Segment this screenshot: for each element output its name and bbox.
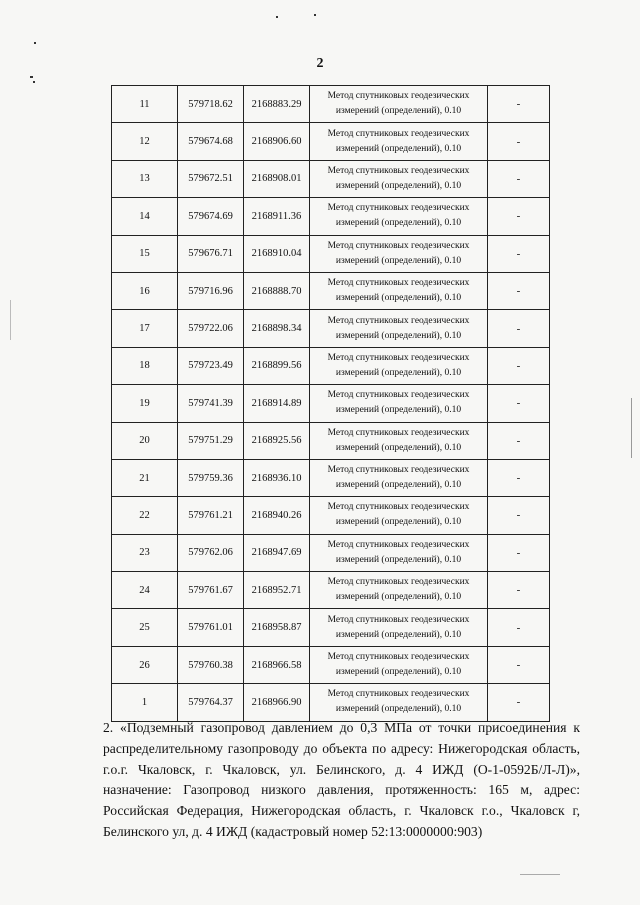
table-row — [112, 534, 550, 571]
x-coordinate-cell: 579759.36 — [178, 459, 244, 496]
note-cell: - — [488, 534, 550, 571]
note-cell: - — [488, 609, 550, 646]
method-cell: Метод спутниковых геодезических измерений (определений), 0.10 — [310, 272, 488, 309]
y-coordinate-cell: 2168966.58 — [244, 646, 310, 683]
note-cell: - — [488, 310, 550, 347]
x-coordinate-cell: 579672.51 — [178, 160, 244, 197]
y-coordinate-cell: 2168883.29 — [244, 86, 310, 123]
y-coordinate-cell: 2168888.70 — [244, 272, 310, 309]
method-cell: Метод спутниковых геодезических измерений (определений), 0.10 — [310, 646, 488, 683]
method-cell: Метод спутниковых геодезических измерений (определений), 0.10 — [310, 123, 488, 160]
y-coordinate-cell: 2168947.69 — [244, 534, 310, 571]
method-cell: Метод спутниковых геодезических измерений (определений), 0.10 — [310, 609, 488, 646]
method-cell: Метод спутниковых геодезических измерений (определений), 0.10 — [310, 497, 488, 534]
y-coordinate-cell: 2168966.90 — [244, 684, 310, 721]
point-number-cell: 26 — [112, 646, 178, 683]
table-row — [112, 235, 550, 272]
table-row — [112, 347, 550, 384]
point-number-cell: 25 — [112, 609, 178, 646]
y-coordinate-cell: 2168910.04 — [244, 235, 310, 272]
x-coordinate-cell: 579676.71 — [178, 235, 244, 272]
method-cell: Метод спутниковых геодезических измерений (определений), 0.10 — [310, 86, 488, 123]
y-coordinate-cell: 2168936.10 — [244, 459, 310, 496]
coordinates-table — [111, 85, 550, 722]
method-cell: Метод спутниковых геодезических измерений (определений), 0.10 — [310, 198, 488, 235]
method-cell: Метод спутниковых геодезических измерений (определений), 0.10 — [310, 385, 488, 422]
point-number-cell: 13 — [112, 160, 178, 197]
table-row — [112, 198, 550, 235]
note-cell: - — [488, 272, 550, 309]
point-number-cell: 19 — [112, 385, 178, 422]
table-row — [112, 86, 550, 123]
table-row — [112, 684, 550, 721]
note-cell: - — [488, 684, 550, 721]
x-coordinate-cell: 579723.49 — [178, 347, 244, 384]
point-number-cell: 22 — [112, 497, 178, 534]
table-row — [112, 123, 550, 160]
x-coordinate-cell: 579761.67 — [178, 572, 244, 609]
method-cell: Метод спутниковых геодезических измерений (определений), 0.10 — [310, 235, 488, 272]
object-description-paragraph: 2. «Подземный газопровод давлением до 0,3 МПа от точки присоединения к распределительному газопроводу до объекта по адресу: Нижегородская область, г.о.г. Чкаловск, г. Чкаловск, ул. Белинского, д. 4 ИЖД (О-1-0592Б/Л-Л)», назначение: Газопровод низкого давления, протяженность: 165 м, адрес: Российская Федерация, Нижегородская область, г. Чкаловск г.о., Чкаловск г, Белинского ул, д. 4 ИЖД (кадастровый номер 52:13:0000000:903) — [103, 720, 580, 839]
method-cell: Метод спутниковых геодезических измерений (определений), 0.10 — [310, 534, 488, 571]
note-cell: - — [488, 422, 550, 459]
note-cell: - — [488, 572, 550, 609]
y-coordinate-cell: 2168925.56 — [244, 422, 310, 459]
y-coordinate-cell: 2168906.60 — [244, 123, 310, 160]
x-coordinate-cell: 579761.21 — [178, 497, 244, 534]
method-cell: Метод спутниковых геодезических измерений (определений), 0.10 — [310, 684, 488, 721]
point-number-cell: 1 — [112, 684, 178, 721]
point-number-cell: 18 — [112, 347, 178, 384]
note-cell: - — [488, 123, 550, 160]
point-number-cell: 17 — [112, 310, 178, 347]
note-cell: - — [488, 347, 550, 384]
note-cell: - — [488, 235, 550, 272]
table-row — [112, 459, 550, 496]
scan-edge-line — [631, 398, 632, 458]
scan-speck — [33, 81, 35, 83]
y-coordinate-cell: 2168899.56 — [244, 347, 310, 384]
point-number-cell: 11 — [112, 86, 178, 123]
y-coordinate-cell: 2168958.87 — [244, 609, 310, 646]
method-cell: Метод спутниковых геодезических измерений (определений), 0.10 — [310, 310, 488, 347]
scan-speck — [30, 76, 33, 78]
method-cell: Метод спутниковых геодезических измерений (определений), 0.10 — [310, 422, 488, 459]
point-number-cell: 12 — [112, 123, 178, 160]
x-coordinate-cell: 579718.62 — [178, 86, 244, 123]
method-cell: Метод спутниковых геодезических измерений (определений), 0.10 — [310, 347, 488, 384]
note-cell: - — [488, 385, 550, 422]
y-coordinate-cell: 2168914.89 — [244, 385, 310, 422]
point-number-cell: 14 — [112, 198, 178, 235]
table-row — [112, 422, 550, 459]
x-coordinate-cell: 579716.96 — [178, 272, 244, 309]
y-coordinate-cell: 2168908.01 — [244, 160, 310, 197]
x-coordinate-cell: 579722.06 — [178, 310, 244, 347]
point-number-cell: 21 — [112, 459, 178, 496]
method-cell: Метод спутниковых геодезических измерений (определений), 0.10 — [310, 572, 488, 609]
table-row — [112, 609, 550, 646]
table-row — [112, 272, 550, 309]
method-cell: Метод спутниковых геодезических измерений (определений), 0.10 — [310, 160, 488, 197]
scan-edge-line — [10, 300, 11, 340]
x-coordinate-cell: 579760.38 — [178, 646, 244, 683]
note-cell: - — [488, 198, 550, 235]
note-cell: - — [488, 497, 550, 534]
note-cell: - — [488, 459, 550, 496]
table-row — [112, 646, 550, 683]
y-coordinate-cell: 2168911.36 — [244, 198, 310, 235]
scan-speck — [520, 874, 560, 875]
x-coordinate-cell: 579674.68 — [178, 123, 244, 160]
scan-speck — [314, 14, 316, 16]
table-row — [112, 160, 550, 197]
table-row — [112, 385, 550, 422]
table-row — [112, 572, 550, 609]
y-coordinate-cell: 2168940.26 — [244, 497, 310, 534]
x-coordinate-cell: 579761.01 — [178, 609, 244, 646]
point-number-cell: 23 — [112, 534, 178, 571]
page-number: 2 — [316, 56, 324, 71]
x-coordinate-cell: 579764.37 — [178, 684, 244, 721]
x-coordinate-cell: 579741.39 — [178, 385, 244, 422]
point-number-cell: 20 — [112, 422, 178, 459]
table-row — [112, 497, 550, 534]
note-cell: - — [488, 160, 550, 197]
x-coordinate-cell: 579751.29 — [178, 422, 244, 459]
note-cell: - — [488, 646, 550, 683]
x-coordinate-cell: 579674.69 — [178, 198, 244, 235]
point-number-cell: 24 — [112, 572, 178, 609]
y-coordinate-cell: 2168952.71 — [244, 572, 310, 609]
point-number-cell: 16 — [112, 272, 178, 309]
scan-speck — [34, 42, 36, 44]
x-coordinate-cell: 579762.06 — [178, 534, 244, 571]
point-number-cell: 15 — [112, 235, 178, 272]
y-coordinate-cell: 2168898.34 — [244, 310, 310, 347]
table-row — [112, 310, 550, 347]
note-cell: - — [488, 86, 550, 123]
method-cell: Метод спутниковых геодезических измерений (определений), 0.10 — [310, 459, 488, 496]
scan-speck — [276, 16, 278, 18]
